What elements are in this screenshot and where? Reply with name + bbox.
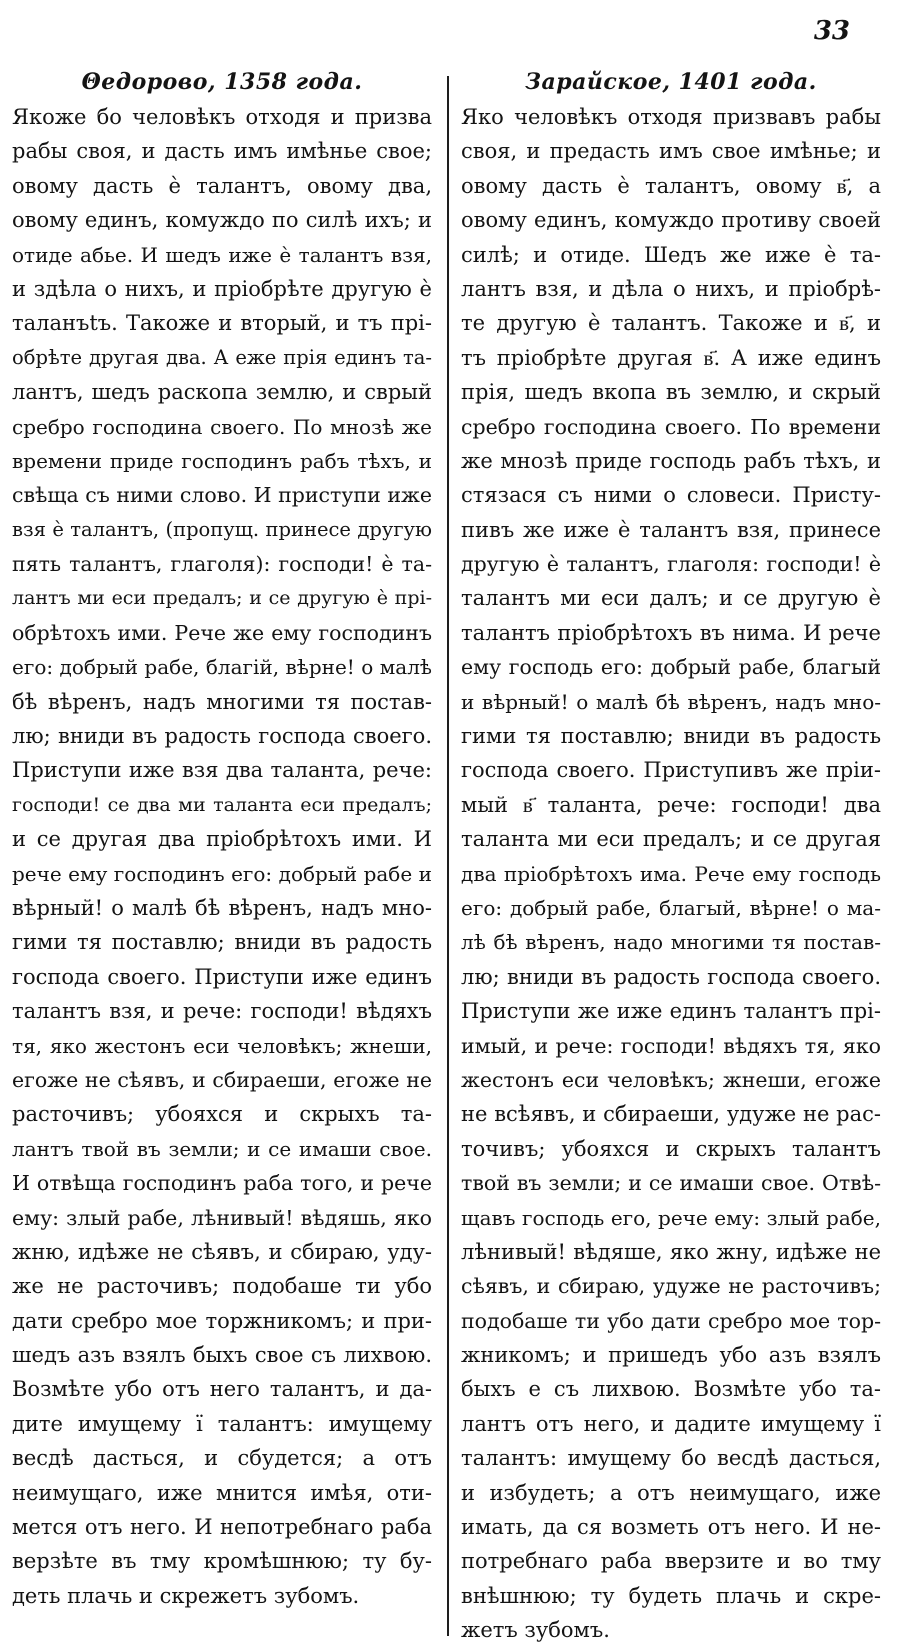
text-line: господа своего. Приступи иже единъ [12, 964, 432, 989]
text-line: обрѣтохъ ими. Рече же ему господинъ [12, 620, 432, 645]
text-line: прія, шедъ вкопа въ землю, и скрый [461, 380, 881, 405]
text-line: быхъ е съ лихвою. Возмѣте убо та- [461, 1377, 881, 1402]
text-line: Якоже бо человѣкъ отходя и призва [12, 105, 432, 129]
text-line: Яко человѣкъ отходя призвавъ рабы [461, 105, 881, 129]
text-line: лю; вниди въ радость господа своего. [12, 724, 432, 749]
text-line: дите имущему ї талантъ: имущему [12, 1411, 432, 1436]
text-line: шедъ азъ взялъ быхъ свое съ лихвою. [12, 1343, 432, 1368]
text-line: тъ пріобрѣте другая в҃. А иже единъ [461, 345, 881, 370]
text-line: мый в҃ таланта, рече: господи! два [461, 792, 881, 817]
text-line: верзѣте въ тму кромѣшнюю; ту бу- [12, 1549, 432, 1574]
text-line: имать, да ся возметь отъ него. И не- [461, 1515, 881, 1540]
text-line: талантъ пріобрѣтохъ въ нима. И рече [461, 620, 881, 645]
text-line: бѣ вѣренъ, надъ многими тя постав- [12, 689, 432, 714]
text-line: Приступи же иже единъ талантъ прі- [461, 999, 881, 1024]
text-line: сѣявъ, и сбираю, удуже не расточивъ; [461, 1274, 881, 1299]
text-line: таланъtъ. Такоже и вторый, и тъ прі- [12, 311, 432, 336]
text-line: и се другая два пріобрѣтохъ ими. И [12, 827, 432, 852]
text-line: силѣ; и отиде. Шедъ же иже ѐ та- [461, 242, 881, 267]
text-line: рабы своя, и дасть имъ имѣнье свое; [12, 139, 432, 164]
text-line: сребро господина своего. По времени [461, 414, 881, 439]
text-line: гими тя поставлю; вниди въ радость [461, 724, 881, 749]
text-line: имый, и рече: господи! вѣдяхъ тя, яко [461, 1033, 881, 1058]
text-line: жникомъ; и пришедъ убо азъ взялъ [461, 1343, 881, 1368]
text-line: же не расточивъ; подобаше ти убо [12, 1274, 432, 1299]
text-line: лантъ ми еси предалъ; и се другую ѐ прі- [12, 587, 432, 610]
text-line: те другую ѐ талантъ. Такоже и в҃, и [461, 311, 881, 336]
text-line: ему господь его: добрый рабе, благый [461, 655, 881, 680]
text-line: овому единъ, комуждо противу своей [461, 208, 881, 233]
text-line: лѣ бѣ вѣренъ, надо многими тя постав- [461, 930, 881, 955]
text-line: талантъ ми еси далъ; и се другую ѐ [461, 586, 881, 611]
text-line: лю; вниди въ радость господа своего. [461, 964, 881, 989]
text-line: свѣща съ ними слово. И приступи иже [12, 483, 432, 508]
right-column [461, 64, 881, 1648]
text-line: его: добрый рабе, благый, вѣрне! о ма- [461, 895, 881, 920]
text-line: отиде абье. И шедъ иже ѐ талантъ взя, [12, 242, 432, 267]
text-line: и вѣрный! о малѣ бѣ вѣренъ, надъ мно- [461, 689, 881, 714]
text-line: сребро господина своего. По мнозѣ же [12, 414, 432, 439]
text-line: твой въ земли; и се имаши свое. Отвѣ- [461, 1171, 881, 1196]
text-line: жестонъ еси человѣкъ; жнеши, егоже [461, 1067, 881, 1092]
text-line: и избудеть; а отъ неимущаго, иже [461, 1480, 881, 1505]
left-column-title: Θедорово, 1358 года. [81, 69, 363, 95]
text-line: пять талантъ, глаголя): господи! ѐ та- [12, 552, 432, 577]
text-line: стязася съ ними о словеси. Присту- [461, 483, 881, 508]
text-line: обрѣте другая два. А еже прія единъ та- [12, 345, 432, 369]
text-line: таланта ми еси предалъ; и се другая [461, 827, 881, 852]
text-line: щавъ господь его, рече ему: злый рабе, [461, 1205, 881, 1230]
text-line: весдѣ дасться, и сбудется; а отъ [12, 1446, 432, 1471]
text-line: рече ему господинъ его: добрый рабе и [12, 861, 432, 886]
text-line: талантъ взя, и рече: господи! вѣдяхъ [12, 999, 432, 1024]
text-line: господа своего. Приступивъ же пріи- [461, 758, 881, 783]
text-line: лантъ взя, и дѣла о нихъ, и пріобрѣ- [461, 276, 881, 301]
left-column [12, 64, 432, 1613]
text-line: пивъ же иже ѐ талантъ взя, принесе [461, 517, 881, 542]
text-line: два пріобрѣтохъ има. Рече ему господь [461, 861, 881, 886]
text-line: гими тя поставлю; вниди въ радость [12, 930, 432, 955]
column-divider [447, 76, 449, 1636]
text-line: лѣнивый! вѣдяше, яко жну, идѣже не [461, 1239, 881, 1264]
text-line: мется отъ него. И непотребнаго раба [12, 1515, 432, 1540]
text-line: овому единъ, комуждо по силѣ ихъ; и [12, 208, 432, 233]
text-line: точивъ; убояхся и скрыхъ талантъ [461, 1136, 881, 1161]
text-line: Приступи иже взя два таланта, рече: [12, 758, 432, 783]
right-column-title: Зарайское, 1401 года. [525, 69, 817, 95]
page-number: 33 [813, 16, 850, 46]
text-line: господи! се два ми таланта еси предалъ; [12, 793, 432, 816]
text-line: деть плачь и скрежетъ зубомъ. [12, 1583, 360, 1608]
text-line: егоже не сѣявъ, и сбираеши, егоже не [12, 1067, 432, 1092]
text-line: и здѣла о нихъ, и пріобрѣте другую ѐ [12, 276, 432, 301]
text-line: неимущаго, иже мнится имѣя, оти- [12, 1480, 432, 1505]
text-line: И отвѣща господинъ раба того, и рече [12, 1171, 432, 1196]
text-line: подобаше ти убо дати сребро мое тор- [461, 1308, 881, 1333]
text-line: лантъ твой въ земли; и се имаши свое. [12, 1136, 432, 1161]
text-line: ему: злый рабе, лѣнивый! вѣдяшь, яко [12, 1205, 432, 1230]
text-line: взя ѐ талантъ, (пропущ. принесе другую [12, 517, 432, 541]
text-line: же мнозѣ приде господь рабъ тѣхъ, и [461, 448, 881, 473]
text-line: лантъ, шедъ раскопа землю, и сврый [12, 380, 432, 405]
text-line: времени приде господинъ рабъ тѣхъ, и [12, 448, 432, 473]
left-column-text [12, 100, 432, 1613]
text-line: не всѣявъ, и сбираеши, удуже не рас- [461, 1102, 881, 1127]
text-line: Возмѣте убо отъ него талантъ, и да- [12, 1377, 432, 1402]
text-line: талантъ: имущему бо весдѣ дасться, [461, 1446, 881, 1471]
text-line: жетъ зубомъ. [461, 1618, 610, 1643]
text-line: его: добрый рабе, благій, вѣрне! о малѣ [12, 655, 432, 680]
text-line: потребнаго раба вверзите и во тму [461, 1549, 881, 1574]
text-line: овому дасть ѐ талантъ, овому в҃, а [461, 173, 881, 198]
text-line: дати сребро мое торжникомъ; и при- [12, 1308, 432, 1333]
text-line: вѣрный! о малѣ бѣ вѣренъ, надъ мно- [12, 895, 432, 920]
text-line: тя, яко жестонъ еси человѣкъ; жнеши, [12, 1033, 432, 1058]
right-column-text [461, 100, 881, 1648]
text-line: жню, идѣже не сѣявъ, и сбираю, уду- [12, 1239, 432, 1264]
text-line: внѣшнюю; ту будеть плачь и скре- [461, 1583, 881, 1608]
text-line: расточивъ; убояхся и скрыхъ та- [12, 1102, 432, 1127]
text-line: овому дасть ѐ талантъ, овому два, [12, 173, 432, 198]
text-line: другую ѐ талантъ, глаголя: господи! ѐ [461, 552, 881, 577]
text-line: лантъ отъ него, и дадите имущему ї [461, 1411, 881, 1436]
text-line: своя, и предасть имъ свое имѣнье; и [461, 139, 881, 164]
